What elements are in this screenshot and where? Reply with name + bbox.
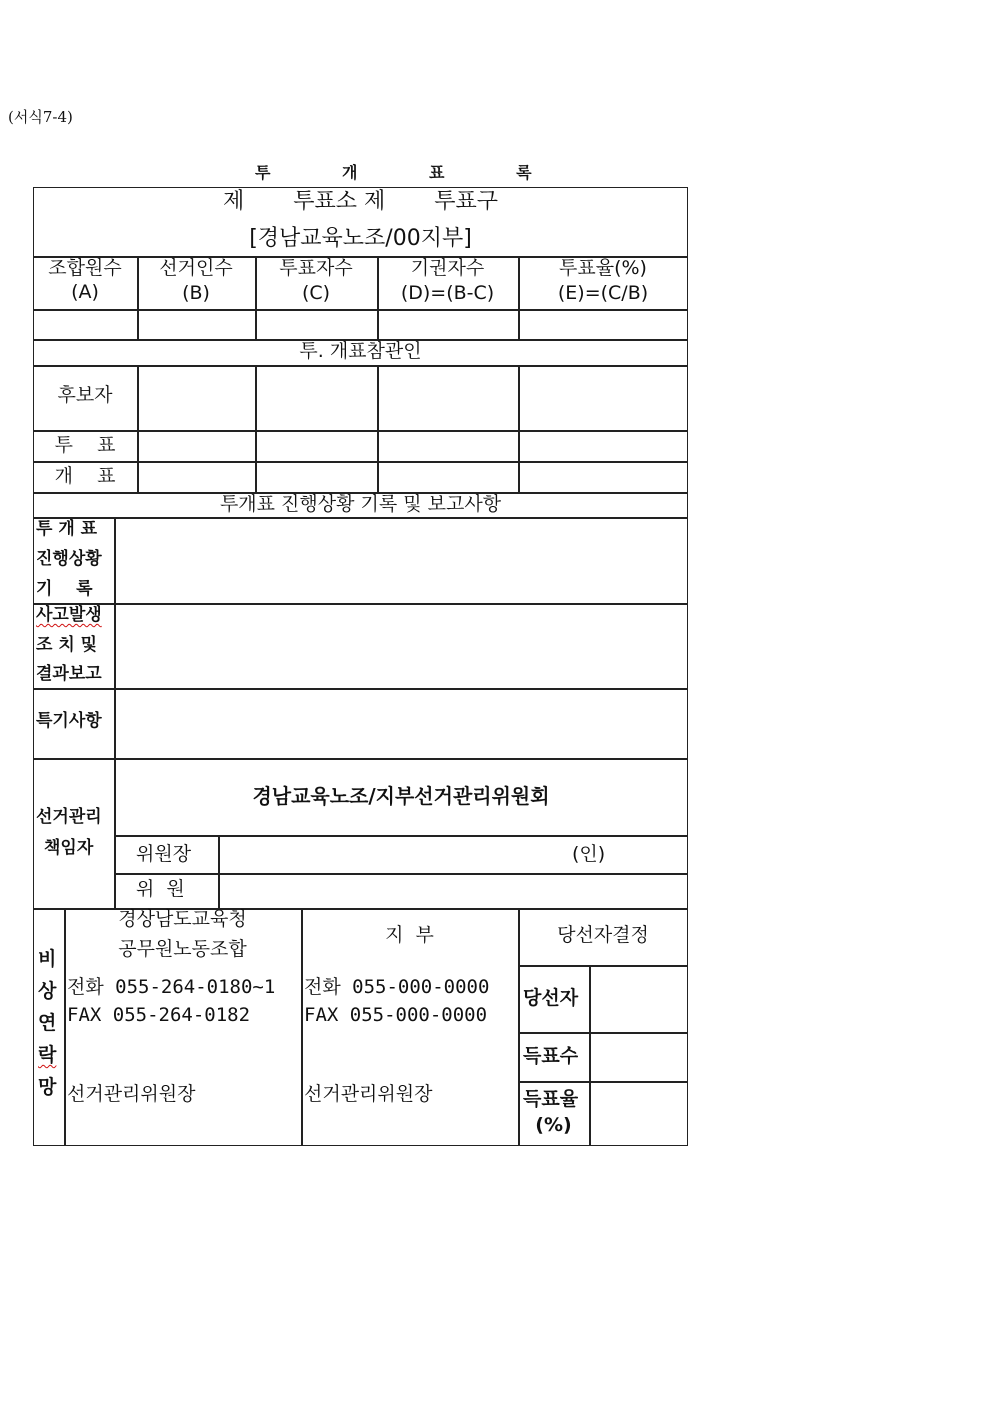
member-label: 위 원 — [136, 878, 185, 900]
record-label-1: 투 개 표 — [36, 519, 98, 539]
col-members-sub: (A) — [71, 281, 99, 303]
rule — [114, 517, 116, 908]
col-abstain-name: 기권자수 — [410, 257, 485, 279]
header-line-1: 제 투표소 제 투표구 — [223, 189, 498, 214]
manager-label-1: 선거관리 — [36, 807, 102, 827]
col-abstain-sub: (D)=(B-C) — [400, 282, 495, 304]
rule — [33, 603, 688, 605]
hq-name-2: 공무원노동조합 — [118, 938, 247, 960]
manager-label-2: 책임자 — [44, 838, 94, 858]
document-title: 투 개 표 록 — [255, 163, 565, 182]
rule — [137, 365, 139, 492]
committee-name: 경남교육노조/지부선거관리위원회 — [252, 784, 550, 808]
rate-label-1: 득표율 — [523, 1088, 579, 1110]
rule — [218, 835, 220, 908]
seal-mark: (인) — [572, 843, 606, 865]
col-voters-name: 투표자수 — [279, 257, 353, 279]
rule — [518, 1081, 688, 1083]
record-label-3: 기 록 — [36, 579, 93, 599]
col-electors-sub: (B) — [182, 282, 210, 304]
rate-label-2: (%) — [535, 1114, 572, 1136]
col-voters-sub: (C) — [301, 282, 331, 304]
branch-fax: FAX 055-000-0000 — [304, 1004, 488, 1026]
rule — [377, 365, 379, 492]
rule — [518, 365, 520, 492]
hq-name-1: 경상남도교육청 — [118, 908, 247, 930]
hq-fax: FAX 055-264-0182 — [67, 1004, 251, 1026]
branch-phone: 전화 055-000-0000 — [304, 976, 490, 998]
form-code: (서식7-4) — [8, 108, 73, 126]
decision-title: 당선자결정 — [557, 924, 649, 946]
branch-name: 지 부 — [385, 924, 434, 946]
rule — [589, 965, 591, 1146]
winner-label: 당선자 — [523, 987, 579, 1009]
rule — [33, 517, 688, 519]
observer-row-voting: 투 표 — [54, 434, 116, 456]
emergency-label-4-text: 락 — [38, 1044, 57, 1066]
col-turnout-name: 투표율(%) — [559, 257, 647, 279]
rule — [33, 430, 688, 432]
rule — [114, 873, 688, 875]
emergency-label-3: 연 — [38, 1012, 57, 1034]
rule — [33, 309, 688, 311]
rule — [255, 365, 257, 492]
col-members-name: 조합원수 — [48, 257, 122, 279]
incident-label-3: 결과보고 — [36, 664, 102, 684]
branch-sign: 선거관리위원장 — [304, 1083, 433, 1105]
observer-title: 투. 개표참관인 — [299, 340, 422, 362]
rule — [33, 688, 688, 690]
observer-row-counting: 개 표 — [54, 465, 116, 487]
header-line-2: [경남교육노조/00지부] — [249, 226, 472, 251]
hq-sign: 선거관리위원장 — [67, 1083, 196, 1105]
rule — [518, 1032, 688, 1034]
observer-row-candidate: 후보자 — [57, 384, 113, 406]
chair-label: 위원장 — [136, 843, 192, 865]
emergency-label-4 — [38, 1044, 56, 1067]
rule — [33, 461, 688, 463]
progress-title: 투개표 진행상황 기록 및 보고사항 — [219, 493, 502, 515]
rule — [518, 965, 688, 967]
record-label-2: 진행상황 — [36, 549, 102, 569]
col-turnout-sub: (E)=(C/B) — [557, 282, 649, 304]
incident-label-2: 조 치 및 — [36, 635, 98, 655]
notes-label: 특기사항 — [36, 711, 102, 731]
hq-phone: 전화 055-264-0180~1 — [67, 976, 276, 998]
incident-label-1 — [36, 605, 102, 625]
emergency-label-5: 망 — [38, 1076, 57, 1098]
rule — [33, 365, 688, 367]
incident-label-1-text: 사고발생 — [36, 605, 102, 625]
votes-label: 득표수 — [523, 1045, 579, 1067]
emergency-label-2: 상 — [38, 980, 57, 1002]
emergency-label-1: 비 — [38, 948, 57, 970]
rule — [114, 835, 688, 837]
col-electors-name: 선거인수 — [159, 257, 233, 279]
rule — [33, 758, 688, 760]
